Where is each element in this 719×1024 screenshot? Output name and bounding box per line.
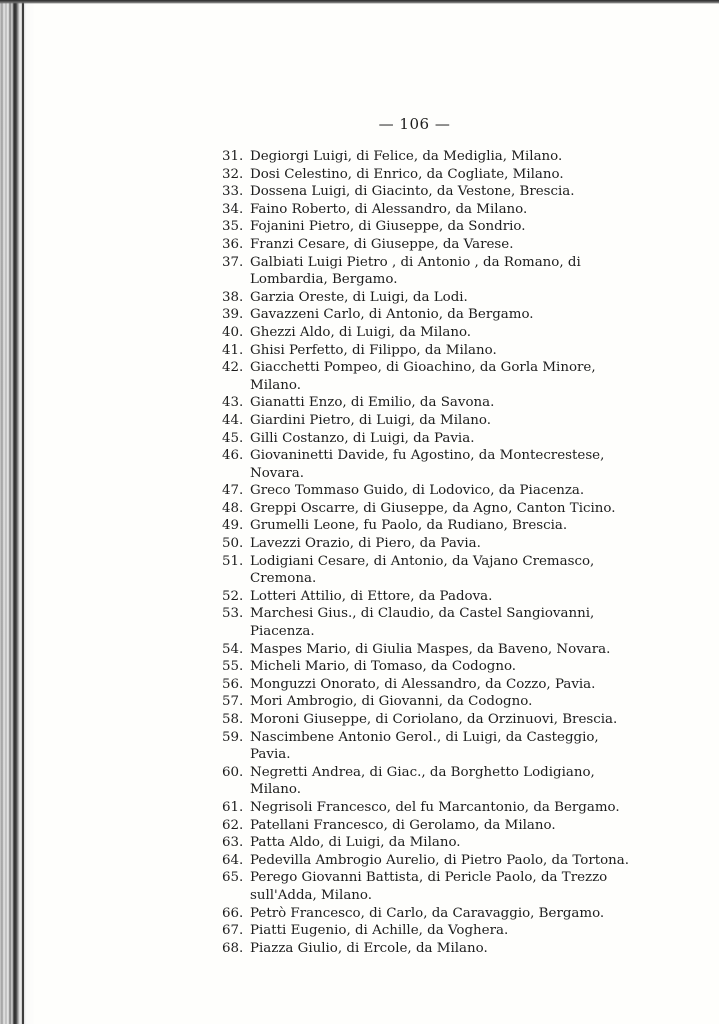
list-item bbox=[222, 517, 642, 535]
entry-number: 56. bbox=[222, 676, 244, 692]
entry-text: Marchesi Gius., di Claudio, da Castel Sangiovanni, Piacenza. bbox=[250, 606, 595, 640]
entry-number: 62. bbox=[222, 817, 244, 833]
list-item bbox=[222, 693, 642, 711]
entry-number: 31. bbox=[222, 149, 244, 164]
entry-number: 37. bbox=[222, 254, 244, 270]
entry-text: Degiorgi Luigi, di Felice, da Mediglia, Milano. bbox=[250, 149, 563, 164]
list-item bbox=[222, 306, 642, 324]
entry-text: Greppi Oscarre, di Giuseppe, da Agno, Canton Ticino. bbox=[250, 500, 616, 516]
list-item bbox=[222, 430, 642, 448]
entry-number: 53. bbox=[222, 606, 244, 622]
entry-number: 43. bbox=[222, 395, 244, 411]
list-item bbox=[222, 289, 642, 307]
entry-text: Patellani Francesco, di Gerolamo, da Milano. bbox=[250, 817, 556, 833]
entry-number: 42. bbox=[222, 360, 244, 376]
list-item bbox=[222, 764, 642, 799]
list-item bbox=[222, 922, 642, 940]
entry-number: 50. bbox=[222, 536, 244, 552]
entry-text: Giovaninetti Davide, fu Agostino, da Montecrestese, Novara. bbox=[250, 448, 605, 481]
entry-number: 36. bbox=[222, 236, 244, 252]
entry-number: 54. bbox=[222, 641, 244, 657]
list-item bbox=[222, 852, 642, 870]
list-item bbox=[222, 641, 642, 659]
entry-text: Ghisi Perfetto, di Filippo, da Milano. bbox=[250, 342, 497, 358]
entry-number: 65. bbox=[222, 870, 244, 886]
entry-number: 63. bbox=[222, 835, 244, 851]
list-item bbox=[222, 729, 642, 764]
list-item bbox=[222, 799, 642, 817]
entry-text: Pedevilla Ambrogio Aurelio, di Pietro Paolo, da Tortona. bbox=[250, 852, 630, 868]
entry-number: 64. bbox=[222, 852, 244, 868]
list-item bbox=[222, 535, 642, 553]
entry-text: Perego Giovanni Battista, di Pericle Paolo, da Trezzo sull'Adda, Milano. bbox=[250, 870, 608, 903]
entry-number: 48. bbox=[222, 500, 244, 516]
entry-text: Gilli Costanzo, di Luigi, da Pavia. bbox=[250, 430, 475, 446]
entry-text: Patta Aldo, di Luigi, da Milano. bbox=[250, 835, 461, 851]
entry-number: 59. bbox=[222, 729, 244, 745]
list-item bbox=[222, 658, 642, 676]
entry-number: 52. bbox=[222, 588, 244, 604]
entry-text: Dossena Luigi, di Giacinto, da Vestone, Brescia. bbox=[250, 184, 575, 200]
entry-number: 61. bbox=[222, 799, 244, 815]
page-number: — 106 — bbox=[378, 115, 451, 133]
list-item bbox=[222, 412, 642, 430]
entry-text: Ghezzi Aldo, di Luigi, da Milano. bbox=[250, 324, 472, 340]
list-item bbox=[222, 342, 642, 360]
list-item bbox=[222, 359, 642, 394]
entry-text: Negretti Andrea, di Giac., da Borghetto Lodigiano, Milano. bbox=[250, 764, 595, 798]
list-item bbox=[222, 254, 642, 289]
list-item bbox=[222, 553, 642, 588]
entry-text: Maspes Mario, di Giulia Maspes, da Baveno, Novara. bbox=[250, 641, 611, 657]
entry-text: Monguzzi Onorato, di Alessandro, da Cozzo, Pavia. bbox=[250, 676, 596, 692]
entry-text: Piazza Giulio, di Ercole, da Milano. bbox=[250, 940, 488, 956]
entry-number: 40. bbox=[222, 324, 244, 340]
list-item bbox=[222, 394, 642, 412]
entry-number: 44. bbox=[222, 412, 244, 428]
list-item bbox=[222, 447, 642, 482]
list-item bbox=[222, 183, 642, 201]
entry-text: Galbiati Luigi Pietro , di Antonio , da Romano, di Lombardia, Bergamo. bbox=[250, 254, 581, 288]
list-item bbox=[222, 500, 642, 518]
entry-number: 66. bbox=[222, 905, 244, 921]
entry-text: Grumelli Leone, fu Paolo, da Rudiano, Brescia. bbox=[250, 518, 568, 534]
entry-number: 35. bbox=[222, 219, 244, 235]
list-item bbox=[222, 834, 642, 852]
list-item bbox=[222, 588, 642, 606]
entry-number: 57. bbox=[222, 694, 244, 710]
entry-text: Nascimbene Antonio Gerol., di Luigi, da Casteggio, Pavia. bbox=[250, 729, 599, 763]
entry-text: Greco Tommaso Guido, di Lodovico, da Piacenza. bbox=[250, 483, 585, 499]
entry-text: Piatti Eugenio, di Achille, da Voghera. bbox=[250, 923, 509, 939]
list-item bbox=[222, 148, 642, 166]
list-item bbox=[222, 869, 642, 904]
list-item bbox=[222, 236, 642, 254]
entry-number: 55. bbox=[222, 659, 244, 675]
entry-text: Franzi Cesare, di Giuseppe, da Varese. bbox=[250, 236, 514, 252]
entry-text: Lotteri Attilio, di Ettore, da Padova. bbox=[250, 588, 493, 604]
entry-text: Mori Ambrogio, di Giovanni, da Codogno. bbox=[250, 694, 533, 710]
entry-text: Fojanini Pietro, di Giuseppe, da Sondrio. bbox=[250, 219, 526, 235]
list-item bbox=[222, 218, 642, 236]
entry-number: 34. bbox=[222, 201, 244, 217]
binding-rule bbox=[22, 0, 24, 1024]
list-item bbox=[222, 201, 642, 219]
entry-number: 47. bbox=[222, 483, 244, 499]
entry-text: Giardini Pietro, di Luigi, da Milano. bbox=[250, 412, 492, 428]
top-edge bbox=[0, 0, 719, 4]
list-item bbox=[222, 605, 642, 640]
entry-text: Giacchetti Pompeo, di Gioachino, da Gorla Minore, Milano. bbox=[250, 360, 596, 393]
entry-text: Gianatti Enzo, di Emilio, da Savona. bbox=[250, 395, 495, 411]
list-item bbox=[222, 166, 642, 184]
entry-number: 49. bbox=[222, 518, 244, 534]
entry-number: 67. bbox=[222, 923, 244, 939]
entry-text: Dosi Celestino, di Enrico, da Cogliate, Milano. bbox=[250, 166, 564, 182]
entry-text: Gavazzeni Carlo, di Antonio, da Bergamo. bbox=[250, 307, 534, 323]
list-item bbox=[222, 817, 642, 835]
entry-number: 45. bbox=[222, 430, 244, 446]
entry-number: 41. bbox=[222, 342, 244, 358]
entry-number: 68. bbox=[222, 940, 244, 956]
list-item bbox=[222, 711, 642, 729]
entry-text: Moroni Giuseppe, di Coriolano, da Orzinuovi, Brescia. bbox=[250, 712, 618, 727]
entry-number: 39. bbox=[222, 307, 244, 323]
entry-number: 58. bbox=[222, 712, 244, 727]
list-item bbox=[222, 905, 642, 923]
list-item bbox=[222, 324, 642, 342]
name-list bbox=[222, 148, 642, 957]
entry-number: 46. bbox=[222, 448, 244, 464]
entry-text: Negrisoli Francesco, del fu Marcantonio, da Bergamo. bbox=[250, 799, 620, 815]
list-item bbox=[222, 940, 642, 958]
entry-text: Lodigiani Cesare, di Antonio, da Vajano Cremasco, Cremona. bbox=[250, 553, 595, 587]
list-item bbox=[222, 676, 642, 694]
entry-text: Petrò Francesco, di Carlo, da Caravaggio, Bergamo. bbox=[250, 905, 605, 921]
entry-number: 60. bbox=[222, 764, 244, 780]
list-item bbox=[222, 482, 642, 500]
binding-edge bbox=[0, 0, 34, 1024]
entry-number: 38. bbox=[222, 289, 244, 305]
entry-number: 51. bbox=[222, 553, 244, 569]
entry-number: 33. bbox=[222, 184, 244, 200]
entry-text: Lavezzi Orazio, di Piero, da Pavia. bbox=[250, 536, 481, 552]
entry-number: 32. bbox=[222, 166, 244, 182]
entry-text: Micheli Mario, di Tomaso, da Codogno. bbox=[250, 659, 517, 675]
entry-text: Faino Roberto, di Alessandro, da Milano. bbox=[250, 201, 528, 217]
entry-text: Garzia Oreste, di Luigi, da Lodi. bbox=[250, 289, 468, 305]
